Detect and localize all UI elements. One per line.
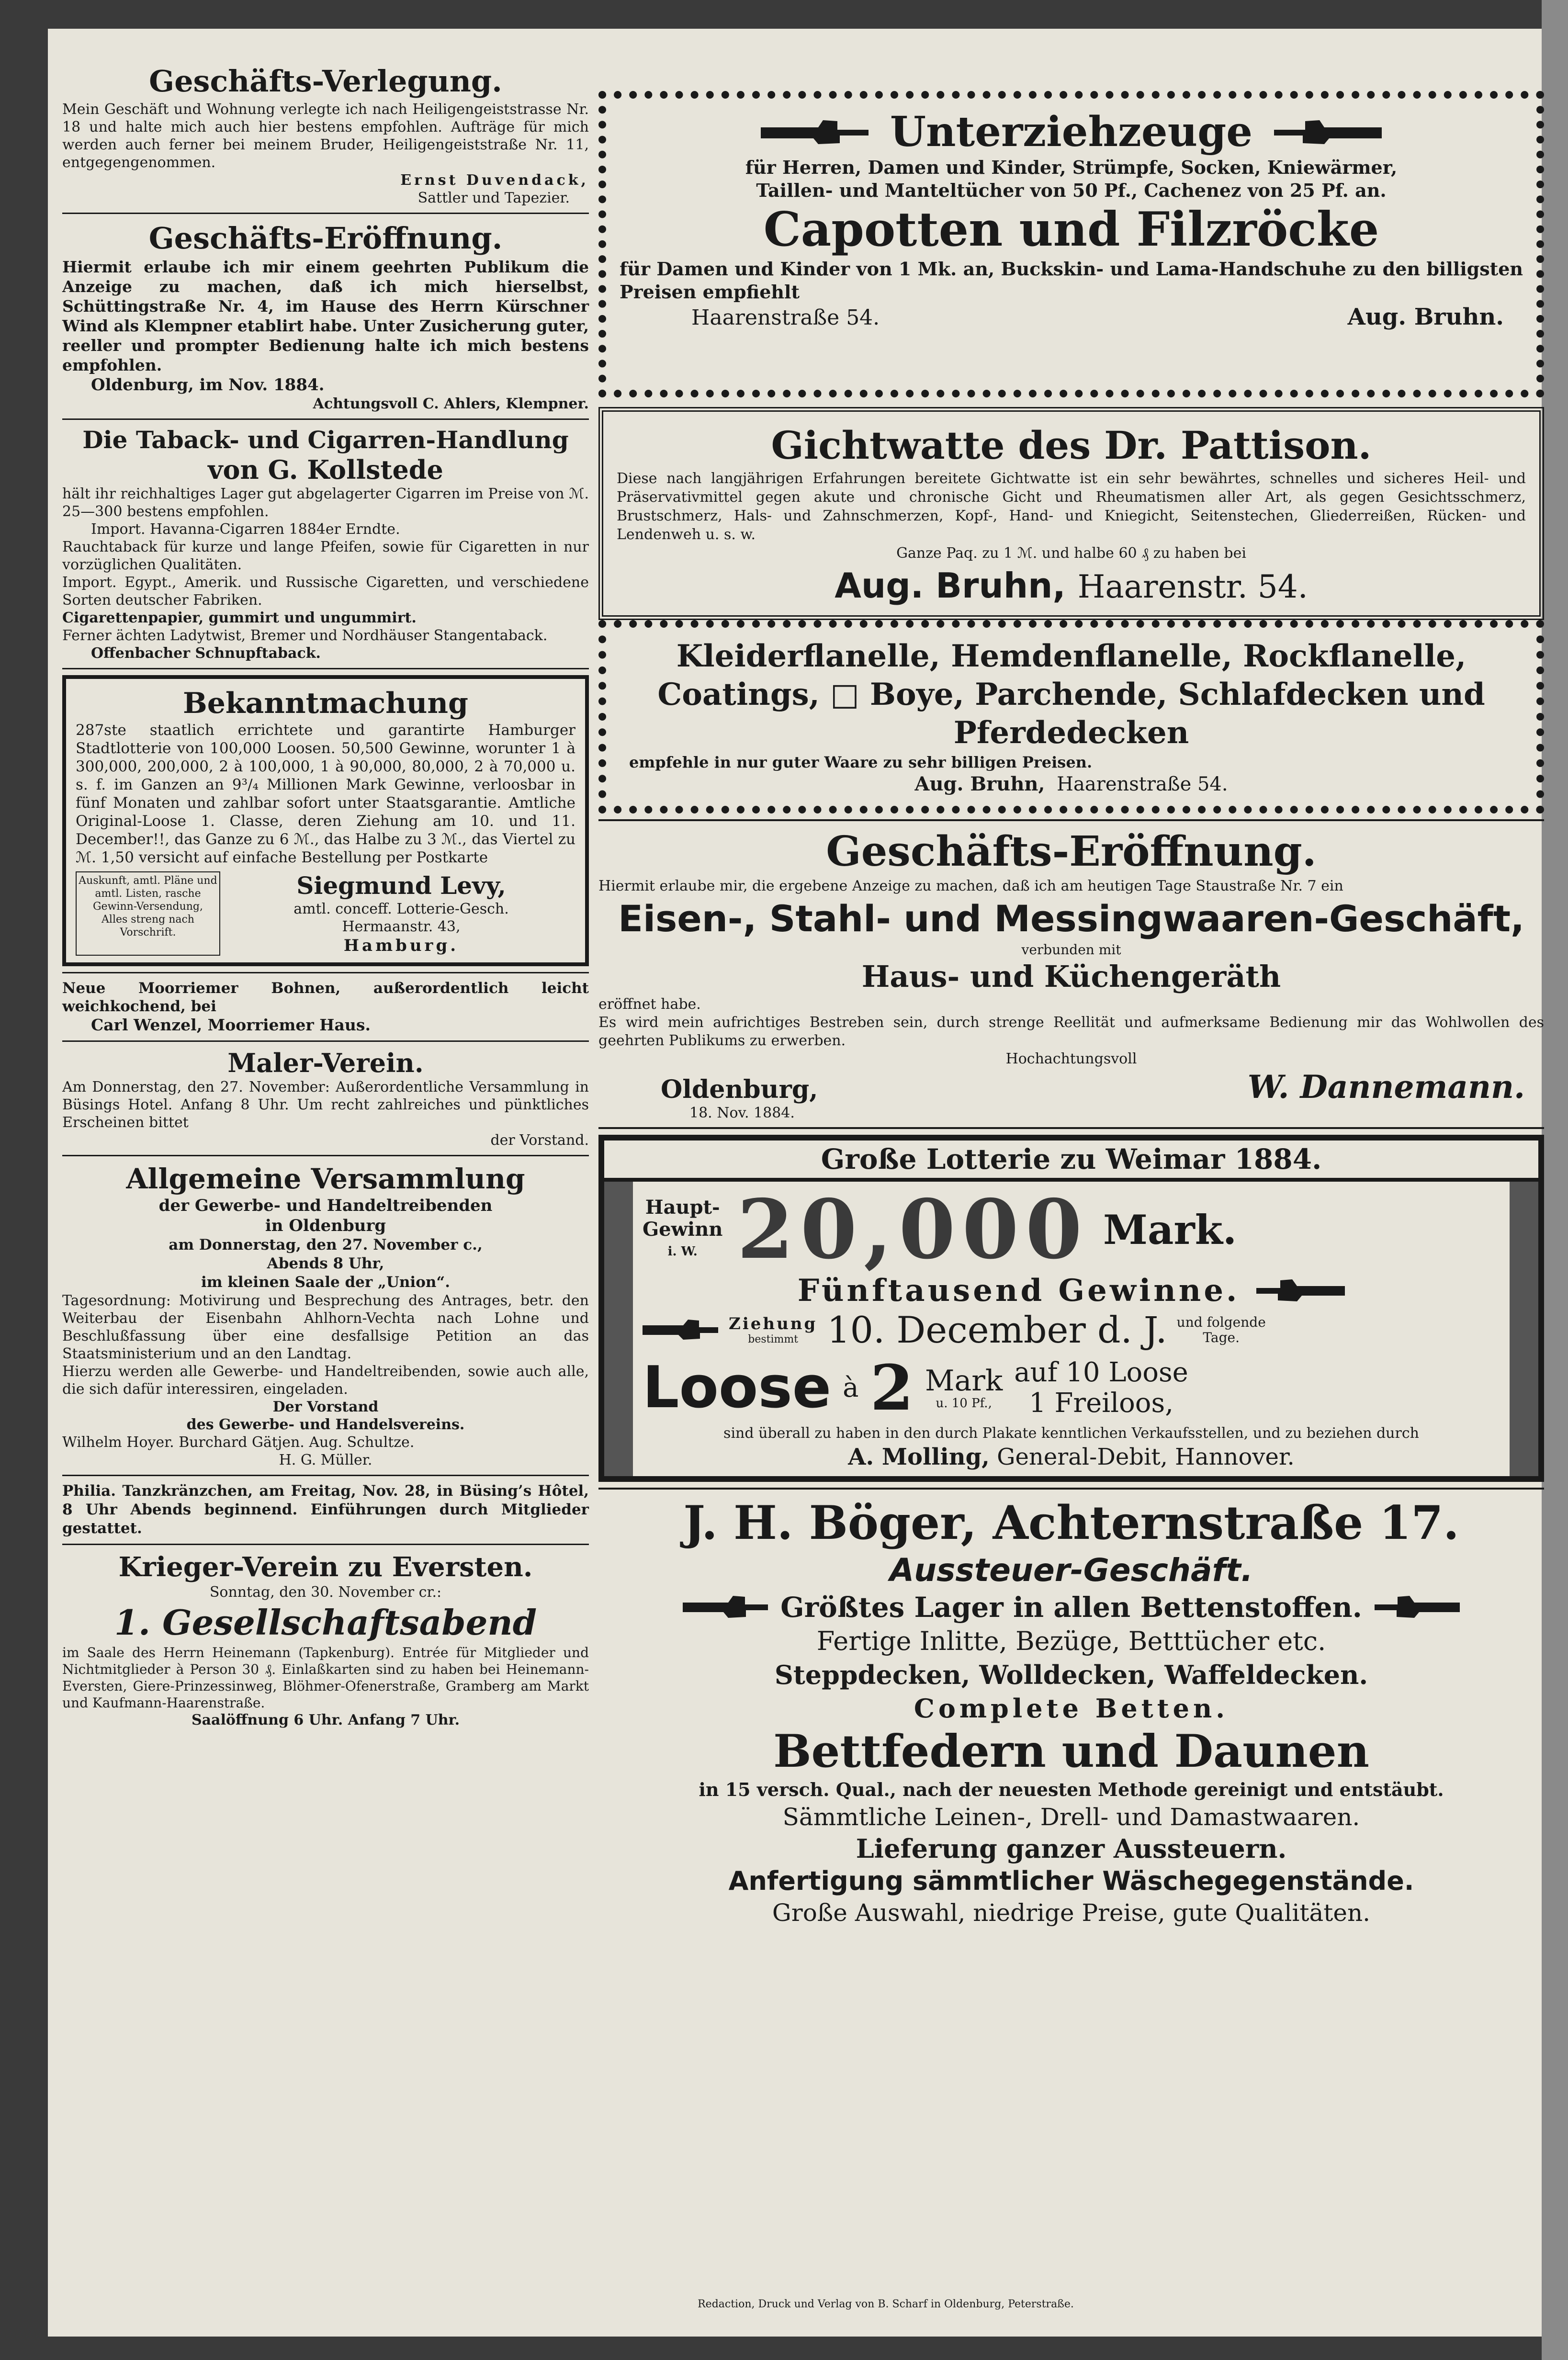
gicht-price: Ganze Paq. zu 1 ℳ. und halbe 60 ₰ zu haben bei [896,545,1246,562]
lotterie-ten: u. 10 Pf., [936,1396,992,1411]
bohnen-sig: Carl Wenzel, Moorriemer Haus. [91,1016,371,1034]
eroeffnung1-sig: Achtungsvoll C. Ahlers, Klempner. [313,395,589,412]
lotterie-auf: auf 10 Loose [1014,1356,1188,1388]
versammlung-l2: in Oldenburg [265,1216,386,1235]
krieger-foot: Saalöffnung 6 Uhr. Anfang 7 Uhr. [191,1712,460,1728]
lotterie-two: 2 [870,1351,914,1424]
bekannt-name: Siegmund Levy, [296,871,506,900]
versammlung-body2: Hierzu werden alle Gewerbe- und Handeltreibenden, sowie auch alle, die sich dafür interessiren, eingeladen. [62,1363,589,1398]
page-edge [1542,0,1568,2360]
divider [62,1155,589,1156]
pointing-hand-left-icon [1272,115,1382,149]
versammlung-v1: Der Vorstand [272,1399,379,1415]
ad-maler [62,1048,589,1149]
flanell-body: empfehle in nur guter Waare zu sehr billigen Preisen. [629,753,1093,771]
lotterie-markp: Mark [925,1364,1003,1398]
lotterie-mark: Mark. [1103,1206,1237,1253]
boeger-l4: Complete Betten. [914,1693,1229,1724]
krieger-title: Krieger-Verein zu Eversten. [118,1551,533,1583]
bekannt-l2: Hermaanstr. 43, [342,918,461,935]
versammlung-names1: Wilhelm Hoyer. Burchard Gätjen. Aug. Schultze. [62,1434,415,1451]
lotterie-sig: A. Molling, [848,1444,990,1470]
tabak-p7: Offenbacher Schnupftaback. [91,645,321,662]
divider [62,1544,589,1545]
lotterie-bestimmt: bestimmt [748,1333,799,1345]
ad-boeger [598,1495,1544,1928]
unter-sig: Aug. Bruhn. [1347,304,1504,330]
tabak-p1: hält ihr reichhaltiges Lager gut abgelagerter Cigarren im Preise von ℳ. 25—300 bestens empfohlen. [62,486,589,520]
divider [62,213,589,214]
versammlung-names2: H. G. Müller. [279,1452,372,1468]
versammlung-l4: Abends 8 Uhr, [267,1255,384,1272]
bekannt-small: Auskunft, amtl. Pläne und amtl. Listen, rasche Gewinn-Versendung, Alles streng nach Vorschrift. [76,871,220,956]
krieger-big: 1. Gesellschaftsabend [114,1602,537,1643]
lotterie-dec: 10. December d. J. [827,1309,1167,1351]
lotterie-frei: 1 Freiloos, [1029,1387,1174,1419]
lotterie-folg2: Tage. [1203,1329,1240,1345]
bekannt-l3: Hamburg. [343,936,459,955]
boeger-l9: Anfertigung sämmtlicher Wäschegegenstände. [728,1866,1414,1896]
unter-addr: Haarenstraße 54. [691,305,880,330]
ad-verlegung [62,62,589,207]
divider [598,1127,1544,1129]
ad-krieger [62,1551,589,1729]
versammlung-title: Allgemeine Versammlung [126,1163,525,1195]
divider [62,972,589,973]
eroeffnung2-big: Eisen-, Stahl- und Messingwaaren-Geschäft, [618,897,1524,940]
flanell-addr: Haarenstraße 54. [1057,773,1228,795]
lotterie-fuenf: Fünftausend Gewinne. [797,1273,1240,1309]
eroeffnung2-verb: verbunden mit [1021,942,1121,958]
maler-title: Maler-Verein. [227,1048,424,1078]
krieger-body: im Saale des Herrn Heinemann (Tapkenburg). Entrée für Mitglieder und Nichtmitglieder à Person 30 ₰. Einlaßkarten sind zu haben bei Heinemann-Eversten, Giere-Prinzessinweg, Blöhmer-Ofenerstraße, Gramberg am Markt und Kaufmann-Haarenstraße. [62,1645,589,1711]
eroeffnung2-title: Geschäfts-Eröffnung. [826,827,1317,876]
ad-versammlung [62,1162,589,1469]
ad-eroeffnung-1 [62,220,589,413]
ad-bohnen [62,979,589,1035]
page-footer: Redaction, Druck und Verlag von B. Scharf in Oldenburg, Peterstraße. [698,2298,1074,2310]
ad-lotterie [598,1135,1544,1482]
tabak-p3: Rauchtaback für kurze und lange Pfeifen, sowie für Cigaretten in nur vorzüglichen Qualitäten. [62,539,589,573]
flanell-l3: Pferdedecken [953,715,1189,751]
bekannt-body: 287ste staatlich errichtete und garantirte Hamburger Stadtlotterie von 100,000 Loosen. 50,500 Gewinne, worunter 1 à 300,000, 200,000, 2 à 100,000, 1 à 90,000, 80,000, 2 à 70,000 u. s. f. im Ganzen an 9³/₄ Millionen Mark Gewinne, verloosbar in fünf Monaten und zahlbar sofort unter Staatsgarantie. Amtliche Original-Loose 1. Classe, deren Ziehung am 10. und 11. December!!, das Ganze zu 6 ℳ., das Halbe zu 3 ℳ., das Viertel zu ℳ. 1,50 versicht auf einfache Bestellung per Postkarte [76,722,575,866]
eroeffnung2-sig: W. Dannemann. [1247,1068,1525,1106]
ad-tabak [62,426,589,662]
pointing-hand-left-icon [1374,1593,1460,1622]
flanell-l1: Kleiderflanelle, Hemdenflanelle, Rockflanelle, [676,638,1466,674]
unter-big: Capotten und Filzröcke [763,202,1379,257]
bohnen-body: Neue Moorriemer Bohnen, außerordentlich leicht weichkochend, bei [62,980,589,1015]
pointing-hand-left-icon [1254,1276,1345,1305]
eroeffnung1-place: Oldenburg, im Nov. 1884. [91,375,325,395]
ad-flanelle [598,620,1544,813]
divider [62,418,589,420]
maler-sig: der Vorstand. [490,1132,589,1149]
versammlung-v2: des Gewerbe- und Handelsvereins. [186,1416,465,1433]
divider [598,1488,1544,1490]
eroeffnung2-body: Es wird mein aufrichtiges Bestreben sein, durch strenge Reellität und aufmerksame Bedienung mir das Wohlwollen des geehrten Publikums zu erwerben. [598,1014,1544,1049]
pointing-hand-right-icon [761,115,871,149]
divider [62,1475,589,1476]
eroeffnung2-opened: eröffnet habe. [598,996,701,1013]
divider [62,1040,589,1042]
lotterie-folg1: und folgende [1176,1314,1266,1330]
pointing-hand-right-icon [643,1317,719,1344]
tabak-title1: Die Taback- und Cigarren-Handlung [82,426,569,454]
verlegung-title: Geschäfts-Verlegung. [149,64,502,99]
eroeffnung2-date: 18. Nov. 1884. [689,1105,795,1121]
bekannt-l1: amtl. conceff. Lotterie-Gesch. [293,901,509,917]
lotterie-hg3: i. W. [667,1244,698,1259]
lotterie-loose: Loose [643,1355,832,1421]
left-column [62,62,589,1729]
lotterie-hg1: Haupt- [645,1196,720,1219]
tabak-p2: Import. Havanna-Cigarren 1884er Erndte. [91,521,400,538]
tabak-p4: Import. Egypt., Amerik. und Russische Cigaretten, und verschiedene Sorten deutscher Fabriken. [62,574,589,609]
ad-philia [62,1482,589,1538]
lotterie-title: Große Lotterie zu Weimar 1884. [604,1140,1538,1182]
boeger-l8: Lieferung ganzer Aussteuern. [856,1833,1287,1864]
boeger-l3: Steppdecken, Wolldecken, Waffeldecken. [774,1660,1368,1690]
tabak-p6: Ferner ächten Ladytwist, Bremer und Nordhäuser Stangentaback. [62,627,548,644]
flanell-sig: Aug. Bruhn, [914,773,1045,795]
tabak-title2: von G. Kollstede [208,454,443,485]
lotterie-gen: General-Debit, Hannover. [997,1444,1295,1470]
eroeffnung1-body: Hiermit erlaube ich mir einem geehrten Publikum die Anzeige zu machen, daß ich mich hierselbst, Schüttingstraße Nr. 4, im Hause des Herrn Kürschner Wind als Klempner etablirt habe. Unter Zusicherung guter, reeller und prompter Bedienung halte ich mich bestens empfohlen. [62,258,589,374]
boeger-sub: Aussteuer-Geschäft. [890,1552,1253,1589]
tabak-p5: Cigarettenpapier, gummirt und ungummirt. [62,610,417,626]
right-column [598,91,1544,1928]
divider [62,668,589,669]
eroeffnung2-place: Oldenburg, [661,1075,818,1104]
lotterie-where: sind überall zu haben in den durch Plakate kenntlichen Verkaufsstellen, und zu beziehen durch [723,1425,1419,1442]
verlegung-name: Ernst Duvendack, [400,172,589,189]
ad-bekanntmachung [62,675,589,966]
gicht-body: Diese nach langjährigen Erfahrungen bereitete Gichtwatte ist ein sehr bewährtes, schnelles und sicheres Heil- und Präservativmittel gegen akute und chronische Gicht und Rheumatismen aller Art, als gegen Gesichtsschmerz, Brustschmerz, Hals- und Zahnschmerzen, Kopf-, Hand- und Kniegicht, Seitenstechen, Gliederreißen, Rücken- und Lendenweh u. s. w. [617,470,1526,543]
unter-l1: für Herren, Damen und Kinder, Strümpfe, Socken, Kniewärmer, [745,157,1398,178]
divider [598,819,1544,821]
unter-l3: für Damen und Kinder von 1 Mk. an, Buckskin- und Lama-Handschuhe zu den billigsten Preisen empfiehlt [620,258,1523,303]
lotterie-amount: 20,000 [737,1182,1089,1277]
krieger-date: Sonntag, den 30. November cr.: [209,1584,442,1601]
eroeffnung2-intro: Hiermit erlaube mir, die ergebene Anzeige zu machen, daß ich am heutigen Tage Staustraße Nr. 7 ein [598,878,1343,894]
versammlung-body: Tagesordnung: Motivirung und Besprechung des Antrages, betr. den Weiterbau der Eisenbahn Ahlhorn-Vechta nach Lohne und Beschlußfassung über eine desfallsige Petition an das Staatsministerium und an den Landtag. [62,1292,589,1362]
versammlung-l1: der Gewerbe- und Handeltreibenden [158,1196,493,1215]
verlegung-role: Sattler und Tapezier. [417,190,570,206]
unter-title: Unterziehzeuge [890,108,1252,156]
boeger-l7: Sämmtliche Leinen-, Drell- und Damastwaaren. [782,1803,1360,1831]
lotterie-hg2: Gewinn [643,1218,723,1241]
gicht-sig: Aug. Bruhn, [835,565,1066,606]
versammlung-l5: im kleinen Saale der „Union“. [201,1274,451,1291]
ad-eroeffnung-2 [598,827,1544,1121]
eroeffnung1-title: Geschäfts-Eröffnung. [148,221,503,256]
gicht-addr: Haarenstr. 54. [1077,568,1308,605]
lotterie-a: à [843,1372,859,1403]
gicht-title: Gichtwatte des Dr. Pattison. [771,423,1372,468]
eroeffnung2-hoch: Hochachtungsvoll [1005,1050,1137,1067]
philia-body: Philia. Tanzkränzchen, am Freitag, Nov. 28, in Büsing’s Hôtel, 8 Uhr Abends beginnend. Einführungen durch Mitglieder gestattet. [62,1482,589,1537]
bekannt-title: Bekanntmachung [182,687,468,720]
boeger-l2: Fertige Inlitte, Bezüge, Betttücher etc. [816,1626,1326,1656]
flanell-l2: Coatings, □ Boye, Parchende, Schlafdecken und [657,677,1485,712]
boeger-l1: Größtes Lager in allen Bettenstoffen. [780,1591,1362,1624]
versammlung-l3: am Donnerstag, den 27. November c., [169,1236,483,1253]
lotterie-ziehung: Ziehung [729,1314,818,1333]
unter-l2: Taillen- und Manteltücher von 50 Pf., Cachenez von 25 Pf. an. [756,180,1387,201]
boeger-l10: Große Auswahl, niedrige Preise, gute Qualitäten. [772,1899,1371,1927]
verlegung-body: Mein Geschäft und Wohnung verlegte ich nach Heiligengeiststrasse Nr. 18 und halte mich auch hier bestens empfohlen. Aufträge für mich werden auch ferner bei meinem Bruder, Heiligengeiststraße Nr. 11, entgegengenommen. [62,101,589,171]
boeger-title: J. H. Böger, Achternstraße 17. [683,1496,1459,1550]
boeger-l6: in 15 versch. Qual., nach der neuesten Methode gereinigt und entstäubt. [699,1779,1444,1800]
maler-body: Am Donnerstag, den 27. November: Außerordentliche Versammlung in Büsings Hotel. Anfang 8 Uhr. Um recht zahlreiches und pünktliches Erscheinen bittet [62,1079,589,1131]
eroeffnung2-haus: Haus- und Küchengeräth [861,959,1281,994]
boeger-l5: Bettfedern und Daunen [773,1725,1369,1778]
pointing-hand-right-icon [683,1593,769,1622]
ad-gichtwatte [598,407,1544,620]
ad-unterziehzeuge [598,91,1544,397]
